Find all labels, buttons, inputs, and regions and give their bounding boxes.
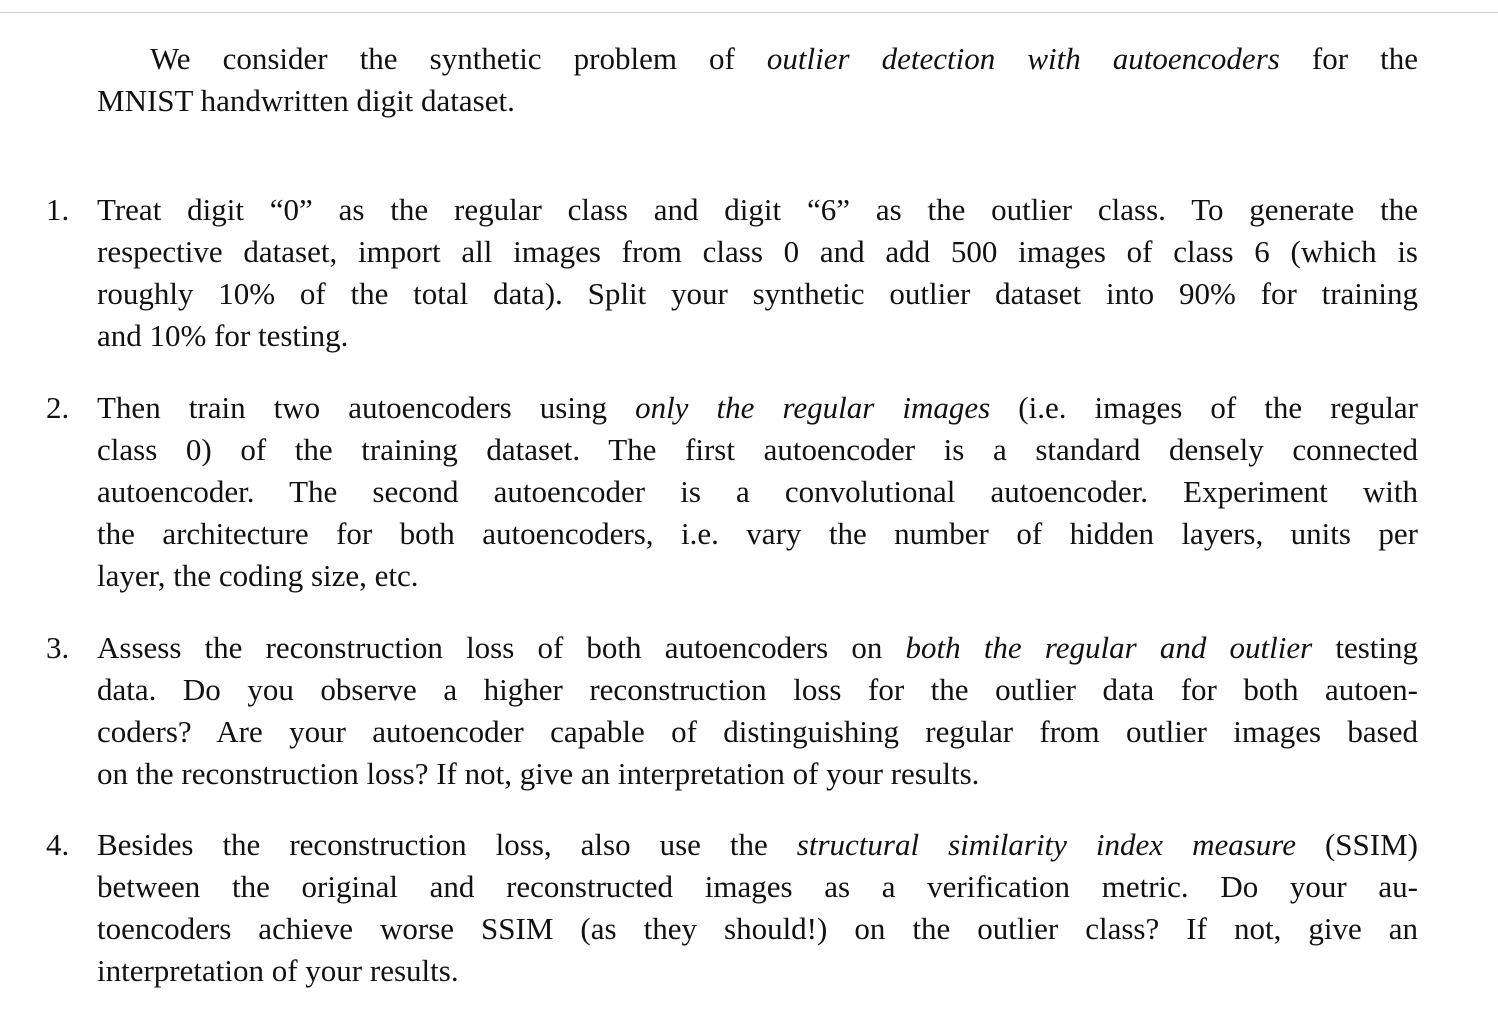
item-text: Besides the reconstruction loss, also use the — [97, 827, 797, 862]
item-text: and 10% for testing. — [97, 318, 349, 353]
item-emphasis: only the regular images — [635, 390, 991, 425]
item-text: (i.e. images of the regular — [990, 390, 1419, 425]
item-3-line-1 — [97, 627, 1418, 669]
intro-text: MNIST handwritten digit dataset. — [97, 83, 515, 118]
item-2-line-2 — [97, 429, 1418, 471]
item-text: the architecture for both autoencoders, i.e. vary the number of hidden layers, units per — [97, 516, 1418, 551]
item-text: respective dataset, import all images from class 0 and add 500 images of class 6 (which is — [97, 234, 1418, 269]
intro-text: We consider the synthetic problem of — [150, 41, 767, 76]
item-4-line-2 — [97, 866, 1418, 908]
list-number: 2. — [46, 390, 70, 425]
item-4-line-1 — [97, 824, 1418, 866]
item-2-line-5 — [97, 555, 1418, 597]
item-text: coders? Are your autoencoder capable of distinguishing regular from outlier images based — [97, 714, 1418, 749]
item-1-line-4 — [97, 315, 1418, 357]
item-3-line-2 — [97, 669, 1418, 711]
item-text: (SSIM) — [1295, 827, 1418, 862]
item-2-line-1 — [97, 387, 1418, 429]
item-text: class 0) of the training dataset. The first autoencoder is a standard densely connected — [97, 432, 1418, 467]
item-4-line-4 — [97, 950, 1418, 992]
item-2-line-4 — [97, 513, 1418, 555]
item-emphasis: both the regular and outlier — [905, 630, 1313, 665]
top-divider — [0, 12, 1498, 13]
intro-line-2 — [97, 80, 1418, 122]
item-text: Assess the reconstruction loss of both autoencoders on — [97, 630, 906, 665]
item-text: toencoders achieve worse SSIM (as they should!) on the outlier class? If not, give an — [97, 911, 1418, 946]
item-text: between the original and reconstructed images as a verification metric. Do your au- — [97, 869, 1418, 904]
list-number: 3. — [46, 630, 70, 665]
intro-emphasis: outlier detection with autoencoders — [766, 41, 1280, 76]
intro-text: for the — [1279, 41, 1418, 76]
item-1-line-1 — [97, 189, 1418, 231]
item-1-line-3 — [97, 273, 1418, 315]
item-text: Treat digit “0” as the regular class and digit “6” as the outlier class. To generate the — [97, 192, 1418, 227]
item-2-line-3 — [97, 471, 1418, 513]
item-text: roughly 10% of the total data). Split your synthetic outlier dataset into 90% for training — [97, 276, 1418, 311]
item-3-line-3 — [97, 711, 1418, 753]
intro-line-1 — [150, 38, 1418, 80]
item-text: interpretation of your results. — [97, 953, 459, 988]
item-text: data. Do you observe a higher reconstruction loss for the outlier data for both autoen- — [97, 672, 1418, 707]
item-text: Then train two autoencoders using — [97, 390, 636, 425]
item-1-line-2 — [97, 231, 1418, 273]
list-number: 4. — [46, 827, 70, 862]
item-text: testing — [1312, 630, 1418, 665]
item-3-line-4 — [97, 753, 1418, 795]
item-4-line-3 — [97, 908, 1418, 950]
item-text: autoencoder. The second autoencoder is a convolutional autoencoder. Experiment with — [97, 474, 1418, 509]
item-text: on the reconstruction loss? If not, give an interpretation of your results. — [97, 756, 980, 791]
item-text: layer, the coding size, etc. — [97, 558, 419, 593]
list-number: 1. — [46, 192, 70, 227]
item-emphasis: structural similarity index measure — [796, 827, 1296, 862]
